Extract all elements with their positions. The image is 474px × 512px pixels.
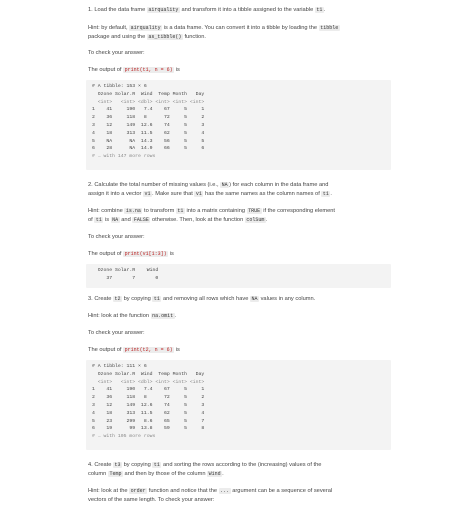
hint-2-line-1: Hint: combine is.na to transform t1 into a matrix containing TRUE if the corresponding element (88, 208, 336, 214)
hint-4-line-2: vectors of the same length. To check your answer: (88, 497, 215, 503)
question-2-line-2: assign it into a vector v1 . Make sure that v1 has the same names as the column names of t1 . (88, 191, 332, 197)
table-row: 5 NA NA 14.3 56 5 5 (92, 138, 205, 144)
table-row: 3 12 149 12.6 74 5 3 (92, 402, 205, 408)
question-1: 1. Load the data frame airquality and transform it into a tibble assigned to the variable t1 . (88, 7, 326, 13)
question-4-line-1: 4. Create t3 by copying t1 and sorting the rows according to the (increasing) values of the (88, 462, 322, 468)
tibble-output-1: # A tibble: 153 × 6 Ozone Solar.R Wind Temp Month Day <int> <int> <dbl> <int> <int> <int> 1 41 190 7.4 67 5 1 2 36 118 8 72 5 2 3 12 149 12.6 74 5 3 4 18 313 11.5 62 5 4 5 NA NA 14.3 56 5 5 6 28 NA 14.9 66 5 6 # … with 147 more rows (86, 80, 391, 170)
question-4-line-2: column Temp and then by those of the column Wind . (88, 471, 224, 477)
code-t1: t1 (316, 7, 323, 13)
question-2-line-1: 2. Calculate the total number of missing values (i.e., NA ) for each column in the data frame and (88, 182, 329, 188)
table-row: 2 36 118 8 72 5 2 (92, 395, 205, 401)
output-caption-1: The output of print(t1, n = 6) is (88, 67, 180, 73)
question-3: 3. Create t2 by copying t1 and removing all rows which have NA values in any column. (88, 296, 316, 302)
table-row: 2 36 118 8 72 5 2 (92, 115, 205, 121)
hint-4-line-1: Hint: look at the order function and notice that the ... argument can be a sequence of several (88, 488, 333, 494)
table-row: 4 18 313 11.5 62 5 4 (92, 410, 205, 416)
tibble-output-2: # A tibble: 111 × 6 Ozone Solar.R Wind Temp Month Day <int> <int> <dbl> <int> <int> <int> 1 41 190 7.4 67 5 1 2 36 118 8 72 5 2 3 12 149 12.6 74 5 3 4 18 313 11.5 62 5 4 5 23 299 8.6 65 5 7 6 19 99 13.8 59 5 8 # … with 105 more rows (86, 360, 391, 450)
vector-output: Ozone Solar.R Wind 37 7 0 (86, 264, 391, 288)
table-row: 3 12 149 12.6 74 5 3 (92, 122, 205, 128)
table-row: 1 41 190 7.4 67 5 1 (92, 107, 205, 113)
check-answer-2: To check your answer: (88, 234, 145, 240)
table-row: 6 28 NA 14.9 66 5 6 (92, 146, 205, 152)
table-row: 4 18 313 11.5 62 5 4 (92, 130, 205, 136)
table-row: 6 19 99 13.8 59 5 8 (92, 426, 205, 432)
hint-3: Hint: look at the function na.omit . (88, 313, 177, 319)
table-row: 1 41 190 7.4 67 5 1 (92, 387, 205, 393)
output-caption-3: The output of print(t2, n = 6) is (88, 347, 180, 353)
hint-1-line-1: Hint: by default, airquality is a data frame. You can convert it into a tibble by loading the tibble (88, 25, 339, 31)
code-airquality: airquality (148, 7, 179, 13)
output-caption-2: The output of print(v1[1:3]) is (88, 251, 174, 257)
table-row: 5 23 299 8.6 65 5 7 (92, 418, 205, 424)
hint-2-line-2: of t1 is NA and FALSE otherwise. Then, look at the function colSum . (88, 217, 268, 223)
check-answer-1: To check your answer: (88, 50, 145, 56)
hint-1-line-2: package and using the as_tibble() function. (88, 34, 206, 40)
check-answer-3: To check your answer: (88, 330, 145, 336)
